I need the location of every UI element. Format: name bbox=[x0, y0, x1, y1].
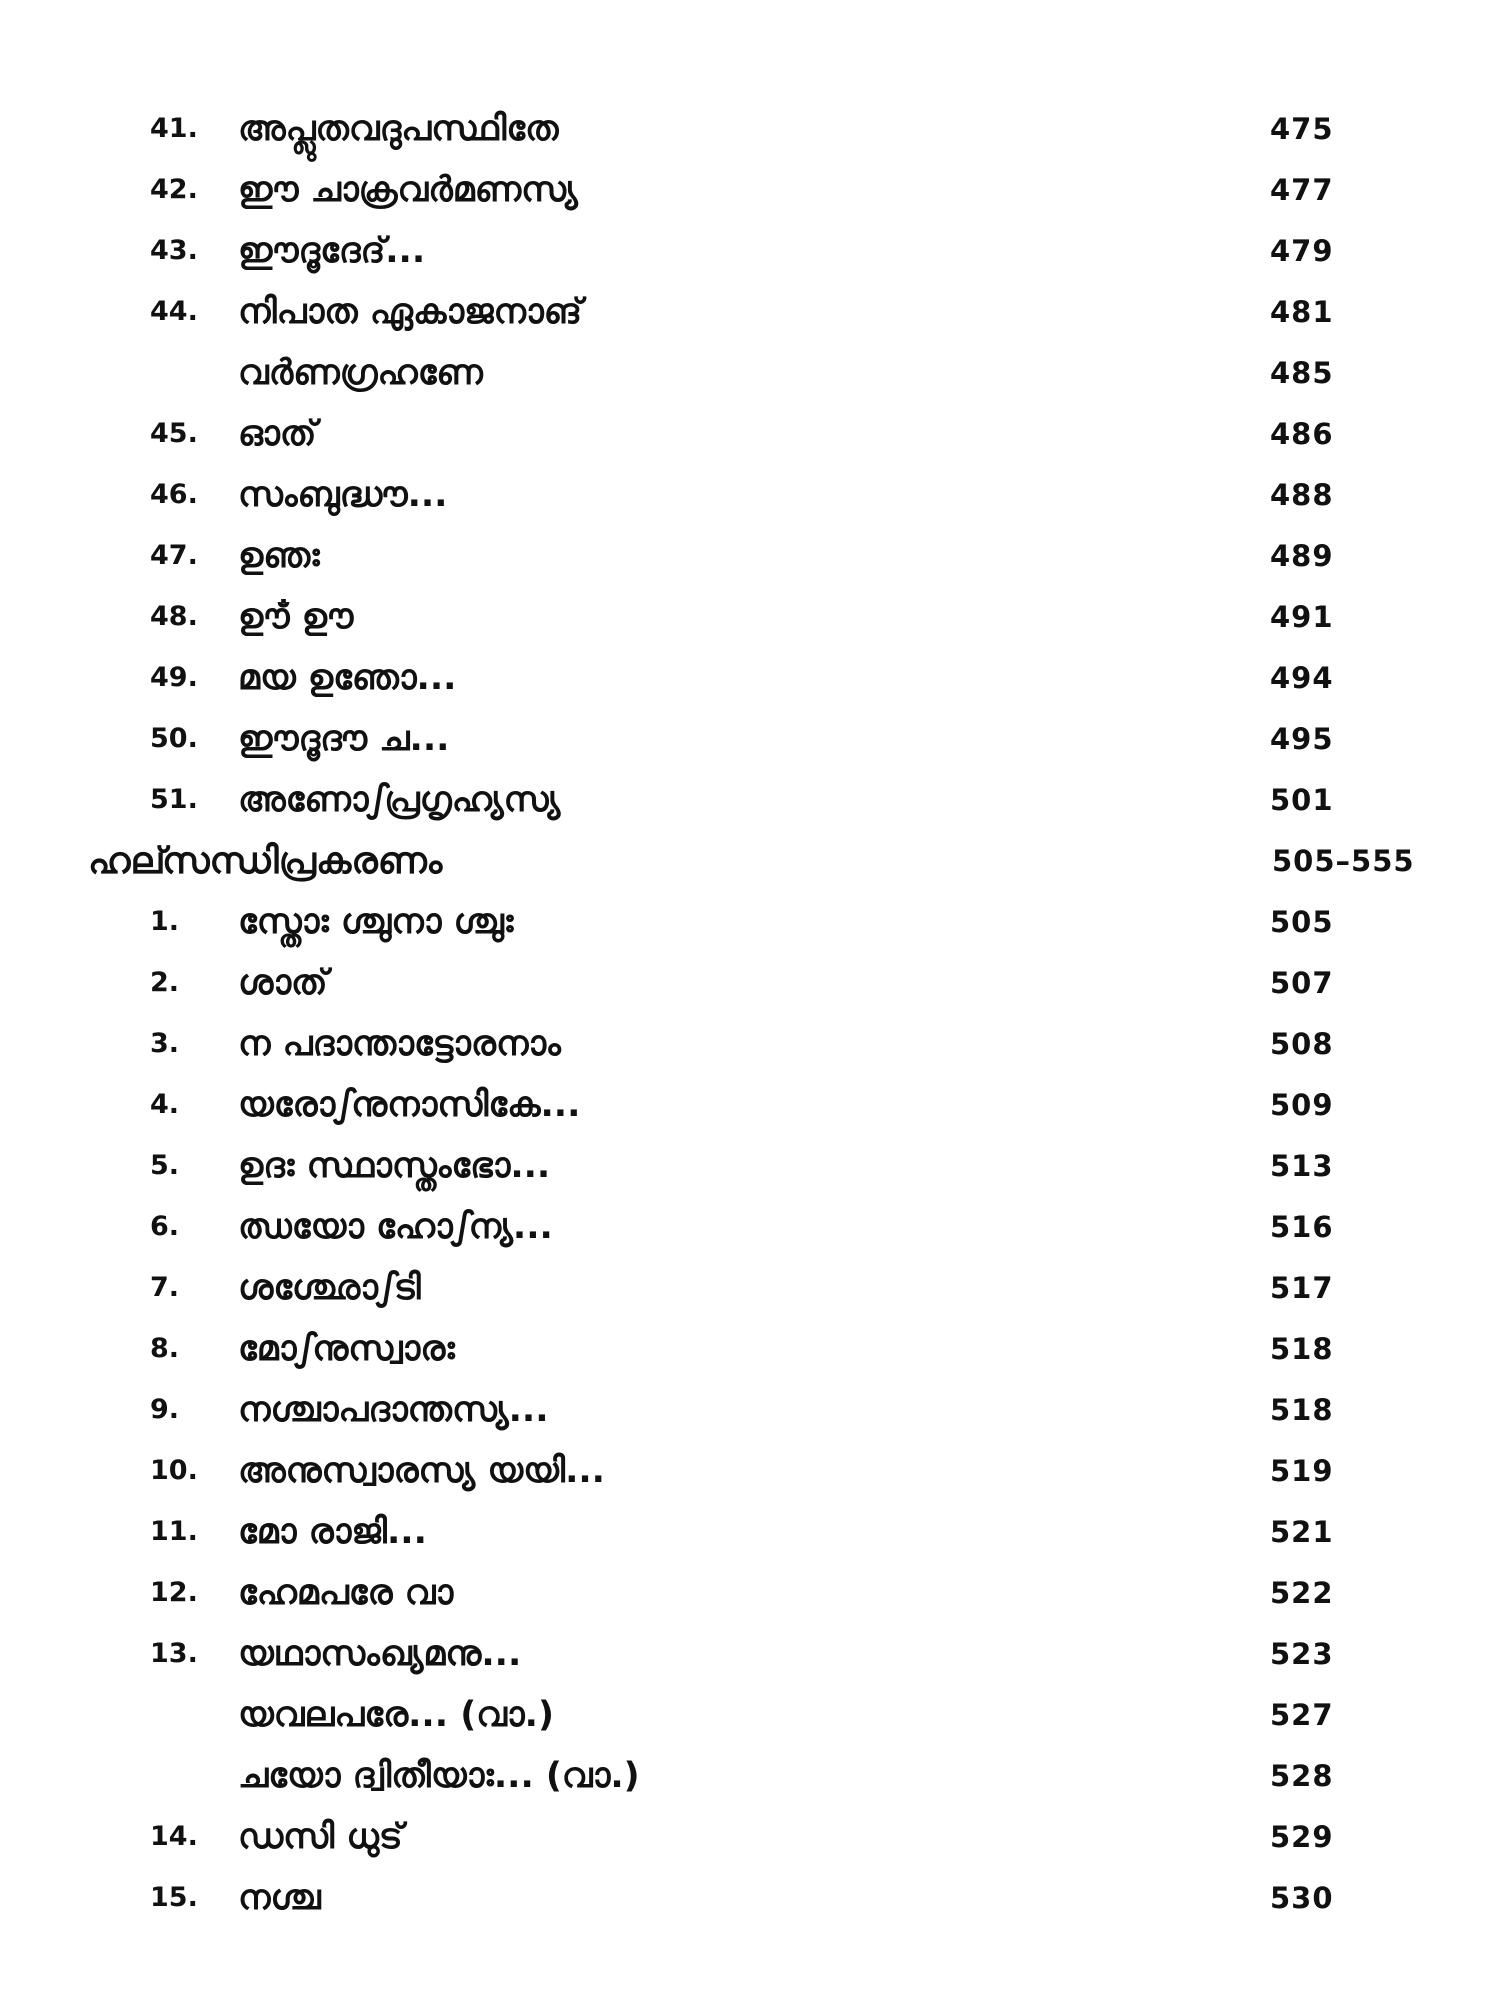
entry-title: ഡസി ധുട് bbox=[238, 1817, 403, 1857]
entry-page: 518 bbox=[1270, 1393, 1334, 1427]
entry-title: മയ ഉഞോ... bbox=[238, 658, 457, 698]
entry-title: വർണഗ്രഹണേ bbox=[238, 353, 483, 393]
entry-page: 523 bbox=[1270, 1637, 1334, 1671]
entry-page: 527 bbox=[1270, 1698, 1334, 1732]
toc-entry bbox=[0, 708, 1500, 770]
toc-entry bbox=[0, 1013, 1500, 1075]
entry-page: 495 bbox=[1270, 722, 1334, 756]
entry-title: ഝയോ ഹോഽന്യ... bbox=[238, 1207, 553, 1247]
entry-title: നിപാത ഏകാജനാങ് bbox=[238, 292, 582, 332]
entry-title: യവലപരേ... (വാ.) bbox=[238, 1695, 554, 1735]
entry-page: 521 bbox=[1270, 1515, 1334, 1549]
toc-entry bbox=[0, 159, 1500, 221]
entry-page: 516 bbox=[1270, 1210, 1334, 1244]
section-title: ഹല്സന്ധിപ്രകരണം bbox=[88, 839, 443, 882]
entry-page: 530 bbox=[1270, 1881, 1334, 1915]
entry-number: 45. bbox=[150, 418, 198, 449]
entry-title: നശ്ച bbox=[238, 1878, 321, 1918]
toc-entry bbox=[0, 525, 1500, 587]
entry-title: ഹേമപരേ വാ bbox=[238, 1573, 454, 1613]
toc-entry bbox=[0, 952, 1500, 1014]
toc-entry bbox=[0, 220, 1500, 282]
entry-page: 491 bbox=[1270, 600, 1334, 634]
entry-number: 51. bbox=[150, 784, 198, 815]
entry-title: മോഽനുസ്വാരഃ bbox=[238, 1329, 455, 1369]
entry-page: 518 bbox=[1270, 1332, 1334, 1366]
toc-entry bbox=[0, 98, 1500, 160]
entry-number: 7. bbox=[150, 1272, 180, 1303]
entry-number: 42. bbox=[150, 174, 198, 205]
toc-entry bbox=[0, 1196, 1500, 1258]
entry-title: സ്തോഃ ശ്ചുനാ ശ്ചുഃ bbox=[238, 902, 514, 942]
toc-entry bbox=[0, 1318, 1500, 1380]
toc-entry bbox=[0, 1745, 1500, 1807]
toc-entry bbox=[0, 586, 1500, 648]
entry-number: 12. bbox=[150, 1577, 198, 1608]
entry-page: 509 bbox=[1270, 1088, 1334, 1122]
entry-number: 48. bbox=[150, 601, 198, 632]
entry-title: യഥാസംഖ്യമനു... bbox=[238, 1634, 522, 1674]
toc-entry bbox=[0, 1379, 1500, 1441]
entry-page: 475 bbox=[1270, 112, 1334, 146]
toc-entry bbox=[0, 342, 1500, 404]
entry-number: 46. bbox=[150, 479, 198, 510]
entry-page: 485 bbox=[1270, 356, 1334, 390]
entry-page: 489 bbox=[1270, 539, 1334, 573]
entry-title: ഉദഃ സ്ഥാസ്തംഭോ... bbox=[238, 1146, 551, 1186]
entry-number: 50. bbox=[150, 723, 198, 754]
toc-entry bbox=[0, 1257, 1500, 1319]
entry-title: നശ്ചാപദാന്തസ്യ... bbox=[238, 1390, 549, 1430]
entry-title: അണോഽപ്രഗൃഹ്യസ്യ bbox=[238, 780, 561, 820]
entry-title: യരോഽനുനാസികേ... bbox=[238, 1085, 581, 1125]
entry-title: ഉഞഃ bbox=[238, 536, 320, 576]
entry-number: 47. bbox=[150, 540, 198, 571]
entry-number: 4. bbox=[150, 1089, 180, 1120]
entry-number: 15. bbox=[150, 1882, 198, 1913]
entry-number: 43. bbox=[150, 235, 198, 266]
entry-page: 529 bbox=[1270, 1820, 1334, 1854]
toc-entry bbox=[0, 464, 1500, 526]
toc-entry bbox=[0, 1806, 1500, 1868]
entry-title: ശാത് bbox=[238, 963, 328, 1003]
entry-title: മോ രാജി... bbox=[238, 1512, 427, 1552]
section-page-range: 505–555 bbox=[1272, 844, 1415, 878]
entry-number: 10. bbox=[150, 1455, 198, 1486]
entry-number: 1. bbox=[150, 906, 180, 937]
toc-entry bbox=[0, 1623, 1500, 1685]
entry-number: 8. bbox=[150, 1333, 180, 1364]
entry-title: ഈദൂദൗ ച... bbox=[238, 719, 450, 759]
toc-entry bbox=[0, 1867, 1500, 1929]
entry-number: 44. bbox=[150, 296, 198, 327]
toc-entry bbox=[0, 647, 1500, 709]
entry-page: 505 bbox=[1270, 905, 1334, 939]
toc-entry bbox=[0, 1135, 1500, 1197]
entry-page: 528 bbox=[1270, 1759, 1334, 1793]
entry-number: 11. bbox=[150, 1516, 198, 1547]
entry-number: 13. bbox=[150, 1638, 198, 1669]
entry-page: 494 bbox=[1270, 661, 1334, 695]
entry-page: 519 bbox=[1270, 1454, 1334, 1488]
toc-entry bbox=[0, 1684, 1500, 1746]
toc-entry bbox=[0, 891, 1500, 953]
entry-title: ഓത് bbox=[238, 414, 317, 454]
entry-page: 501 bbox=[1270, 783, 1334, 817]
toc-entry bbox=[0, 1501, 1500, 1563]
entry-number: 2. bbox=[150, 967, 180, 998]
entry-title: ചയോ ദ്വിതീയാഃ... (വാ.) bbox=[238, 1756, 640, 1796]
entry-title: ഈ ചാക്രവർമണസ്യ bbox=[238, 170, 578, 210]
entry-number: 9. bbox=[150, 1394, 180, 1425]
entry-page: 522 bbox=[1270, 1576, 1334, 1610]
toc-entry bbox=[0, 1562, 1500, 1624]
entry-title: സംബുദ്ധൗ... bbox=[238, 475, 448, 515]
toc-entry bbox=[0, 769, 1500, 831]
section-heading bbox=[0, 830, 1500, 892]
entry-number: 41. bbox=[150, 113, 198, 144]
entry-page: 488 bbox=[1270, 478, 1334, 512]
toc-entry bbox=[0, 403, 1500, 465]
toc-entry bbox=[0, 1440, 1500, 1502]
entry-page: 507 bbox=[1270, 966, 1334, 1000]
entry-title: അനുസ്വാരസ്യ യയി... bbox=[238, 1451, 605, 1491]
entry-number: 49. bbox=[150, 662, 198, 693]
entry-title: ന പദാന്താട്ടോരനാം bbox=[238, 1024, 561, 1064]
entry-number: 3. bbox=[150, 1028, 180, 1059]
toc-entry bbox=[0, 1074, 1500, 1136]
entry-title: ശശ്ഛോഽടി bbox=[238, 1268, 421, 1308]
entry-page: 477 bbox=[1270, 173, 1334, 207]
entry-page: 513 bbox=[1270, 1149, 1334, 1183]
entry-page: 479 bbox=[1270, 234, 1334, 268]
entry-page: 486 bbox=[1270, 417, 1334, 451]
toc-entry bbox=[0, 281, 1500, 343]
entry-page: 481 bbox=[1270, 295, 1334, 329]
entry-title: അപ്ലുതവദുപസ്ഥിതേ bbox=[238, 109, 559, 149]
entry-number: 5. bbox=[150, 1150, 180, 1181]
entry-page: 517 bbox=[1270, 1271, 1334, 1305]
entry-title: ഈദൂദേദ്... bbox=[238, 231, 426, 271]
entry-number: 14. bbox=[150, 1821, 198, 1852]
entry-title: ഊ̐ ഊ bbox=[238, 597, 354, 637]
entry-number: 6. bbox=[150, 1211, 180, 1242]
entry-page: 508 bbox=[1270, 1027, 1334, 1061]
